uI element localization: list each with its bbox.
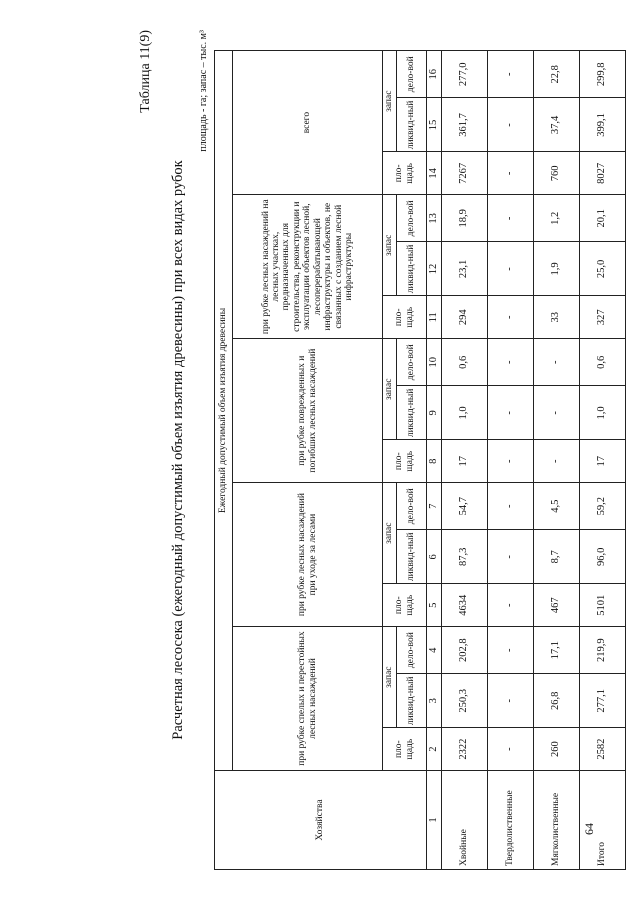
row-label: Мягколиственные: [533, 771, 579, 870]
table-title: Расчетная лесосека (ежегодный допустимый объем изъятия древесины) при всех видах рубок: [170, 160, 186, 740]
column-number: 1: [427, 771, 442, 870]
table-cell: -: [487, 98, 533, 152]
table-cell: 760: [533, 152, 579, 195]
header-annual-volume: Ежегодный допустимый объем изъятия древесины: [215, 51, 233, 771]
table-cell: 17: [579, 440, 625, 483]
column-number: 2: [427, 728, 442, 771]
column-number: 12: [427, 242, 442, 296]
table-cell: 37,4: [533, 98, 579, 152]
table-row: [533, 51, 579, 870]
column-number: 10: [427, 339, 442, 386]
row-label: Твердолиственные: [487, 771, 533, 870]
table-cell: 327: [579, 296, 625, 339]
row-label: Хвойные: [441, 771, 487, 870]
column-number: 15: [427, 98, 442, 152]
column-number: 8: [427, 440, 442, 483]
table-cell: 26,8: [533, 674, 579, 728]
header-stock: запас: [383, 51, 397, 152]
table-cell: 20,1: [579, 195, 625, 242]
table-row: [441, 51, 487, 870]
header-farms: Хозяйства: [215, 771, 427, 870]
table-cell: -: [487, 728, 533, 771]
table-cell: 467: [533, 584, 579, 627]
column-number: 4: [427, 627, 442, 674]
header-group-damaged: при рубке поврежденных и погибших лесных насаждений: [233, 339, 383, 483]
table-cell: 2322: [441, 728, 487, 771]
column-number: 13: [427, 195, 442, 242]
table-cell: -: [487, 483, 533, 530]
header-stock: запас: [383, 195, 397, 296]
table-cell: 54,7: [441, 483, 487, 530]
table-cell: 202,8: [441, 627, 487, 674]
table-number: Таблица 11(9): [138, 30, 153, 113]
table-row: [487, 51, 533, 870]
table-cell: 59,2: [579, 483, 625, 530]
header-stock: запас: [383, 627, 397, 728]
table-cell: 0,6: [579, 339, 625, 386]
table-cell: 250,3: [441, 674, 487, 728]
table-cell: 4634: [441, 584, 487, 627]
table-cell: 277,1: [579, 674, 625, 728]
header-group-care: при рубке лесных насаждений при уходе за лесами: [233, 483, 383, 627]
column-number: 6: [427, 530, 442, 584]
column-number: 5: [427, 584, 442, 627]
header-stock: запас: [383, 339, 397, 440]
header-stock: запас: [383, 483, 397, 584]
table-cell: 17: [441, 440, 487, 483]
table-cell: 8,7: [533, 530, 579, 584]
table-cell: 299,8: [579, 51, 625, 98]
table-cell: 361,7: [441, 98, 487, 152]
table-cell: -: [533, 440, 579, 483]
header-group-total: всего: [233, 51, 383, 195]
column-number: 3: [427, 674, 442, 728]
table-cell: -: [533, 386, 579, 440]
table-cell: 260: [533, 728, 579, 771]
table-cell: -: [487, 386, 533, 440]
table-cell: 5101: [579, 584, 625, 627]
table-cell: -: [487, 674, 533, 728]
header-liquid: ликвид-ный: [397, 674, 427, 728]
table-cell: 399,1: [579, 98, 625, 152]
table-cell: 87,3: [441, 530, 487, 584]
table-cell: 1,0: [441, 386, 487, 440]
header-business: дело-вой: [397, 483, 427, 530]
column-number: 9: [427, 386, 442, 440]
header-area: пло-щадь: [383, 440, 427, 483]
table-cell: -: [487, 530, 533, 584]
table-cell: 23,1: [441, 242, 487, 296]
table-cell: 17,1: [533, 627, 579, 674]
table-cell: -: [487, 296, 533, 339]
header-area: пло-щадь: [383, 152, 427, 195]
header-group-mature: при рубке спелых и перестойных лесных насаждений: [233, 627, 383, 771]
table-cell: 8027: [579, 152, 625, 195]
table-cell: 0,6: [441, 339, 487, 386]
header-business: дело-вой: [397, 627, 427, 674]
table-cell: -: [487, 195, 533, 242]
table-cell: 33: [533, 296, 579, 339]
column-number: 7: [427, 483, 442, 530]
page-number: 64: [582, 823, 596, 835]
header-business: дело-вой: [397, 51, 427, 98]
header-liquid: ликвид-ный: [397, 530, 427, 584]
header-area: пло-щадь: [383, 296, 427, 339]
table-cell: -: [487, 51, 533, 98]
header-business: дело-вой: [397, 195, 427, 242]
header-area: пло-щадь: [383, 584, 427, 627]
table-cell: -: [487, 339, 533, 386]
table-cell: 18,9: [441, 195, 487, 242]
column-number: 11: [427, 296, 442, 339]
table-cell: 22,8: [533, 51, 579, 98]
header-business: дело-вой: [397, 339, 427, 386]
units-note: площадь - га; запас – тыс. м³: [198, 30, 209, 152]
table-cell: -: [533, 339, 579, 386]
table-cell: 7267: [441, 152, 487, 195]
table-cell: 294: [441, 296, 487, 339]
table-cell: 1,2: [533, 195, 579, 242]
table-cell: 277,0: [441, 51, 487, 98]
table-cell: -: [487, 152, 533, 195]
table-cell: 219,9: [579, 627, 625, 674]
column-number: 16: [427, 51, 442, 98]
header-group-infrastructure: при рубке лесных насаждений на лесных участках, предназначенных для строительства, реконструкции и эксплуатации объектов лесной, лесоперерабатывающей инфраструктуры и объектов, не связанных с созданием лесной инфраструктуры: [233, 195, 383, 339]
table-cell: -: [487, 242, 533, 296]
rotated-page-content: [130, 30, 630, 870]
allowable-cut-table: [214, 50, 626, 870]
table-cell: 1,0: [579, 386, 625, 440]
table-cell: -: [487, 440, 533, 483]
table-cell: -: [487, 584, 533, 627]
table-cell: 2582: [579, 728, 625, 771]
table-cell: 25,0: [579, 242, 625, 296]
row-label: Итого: [579, 771, 625, 870]
header-liquid: ликвид-ный: [397, 242, 427, 296]
table-row: [579, 51, 625, 870]
header-liquid: ликвид-ный: [397, 386, 427, 440]
table-cell: -: [487, 627, 533, 674]
table-cell: 4,5: [533, 483, 579, 530]
table-cell: 1,9: [533, 242, 579, 296]
header-liquid: ликвид-ный: [397, 98, 427, 152]
column-number-row: [427, 51, 442, 870]
header-area: пло-щадь: [383, 728, 427, 771]
column-number: 14: [427, 152, 442, 195]
table-cell: 96,0: [579, 530, 625, 584]
